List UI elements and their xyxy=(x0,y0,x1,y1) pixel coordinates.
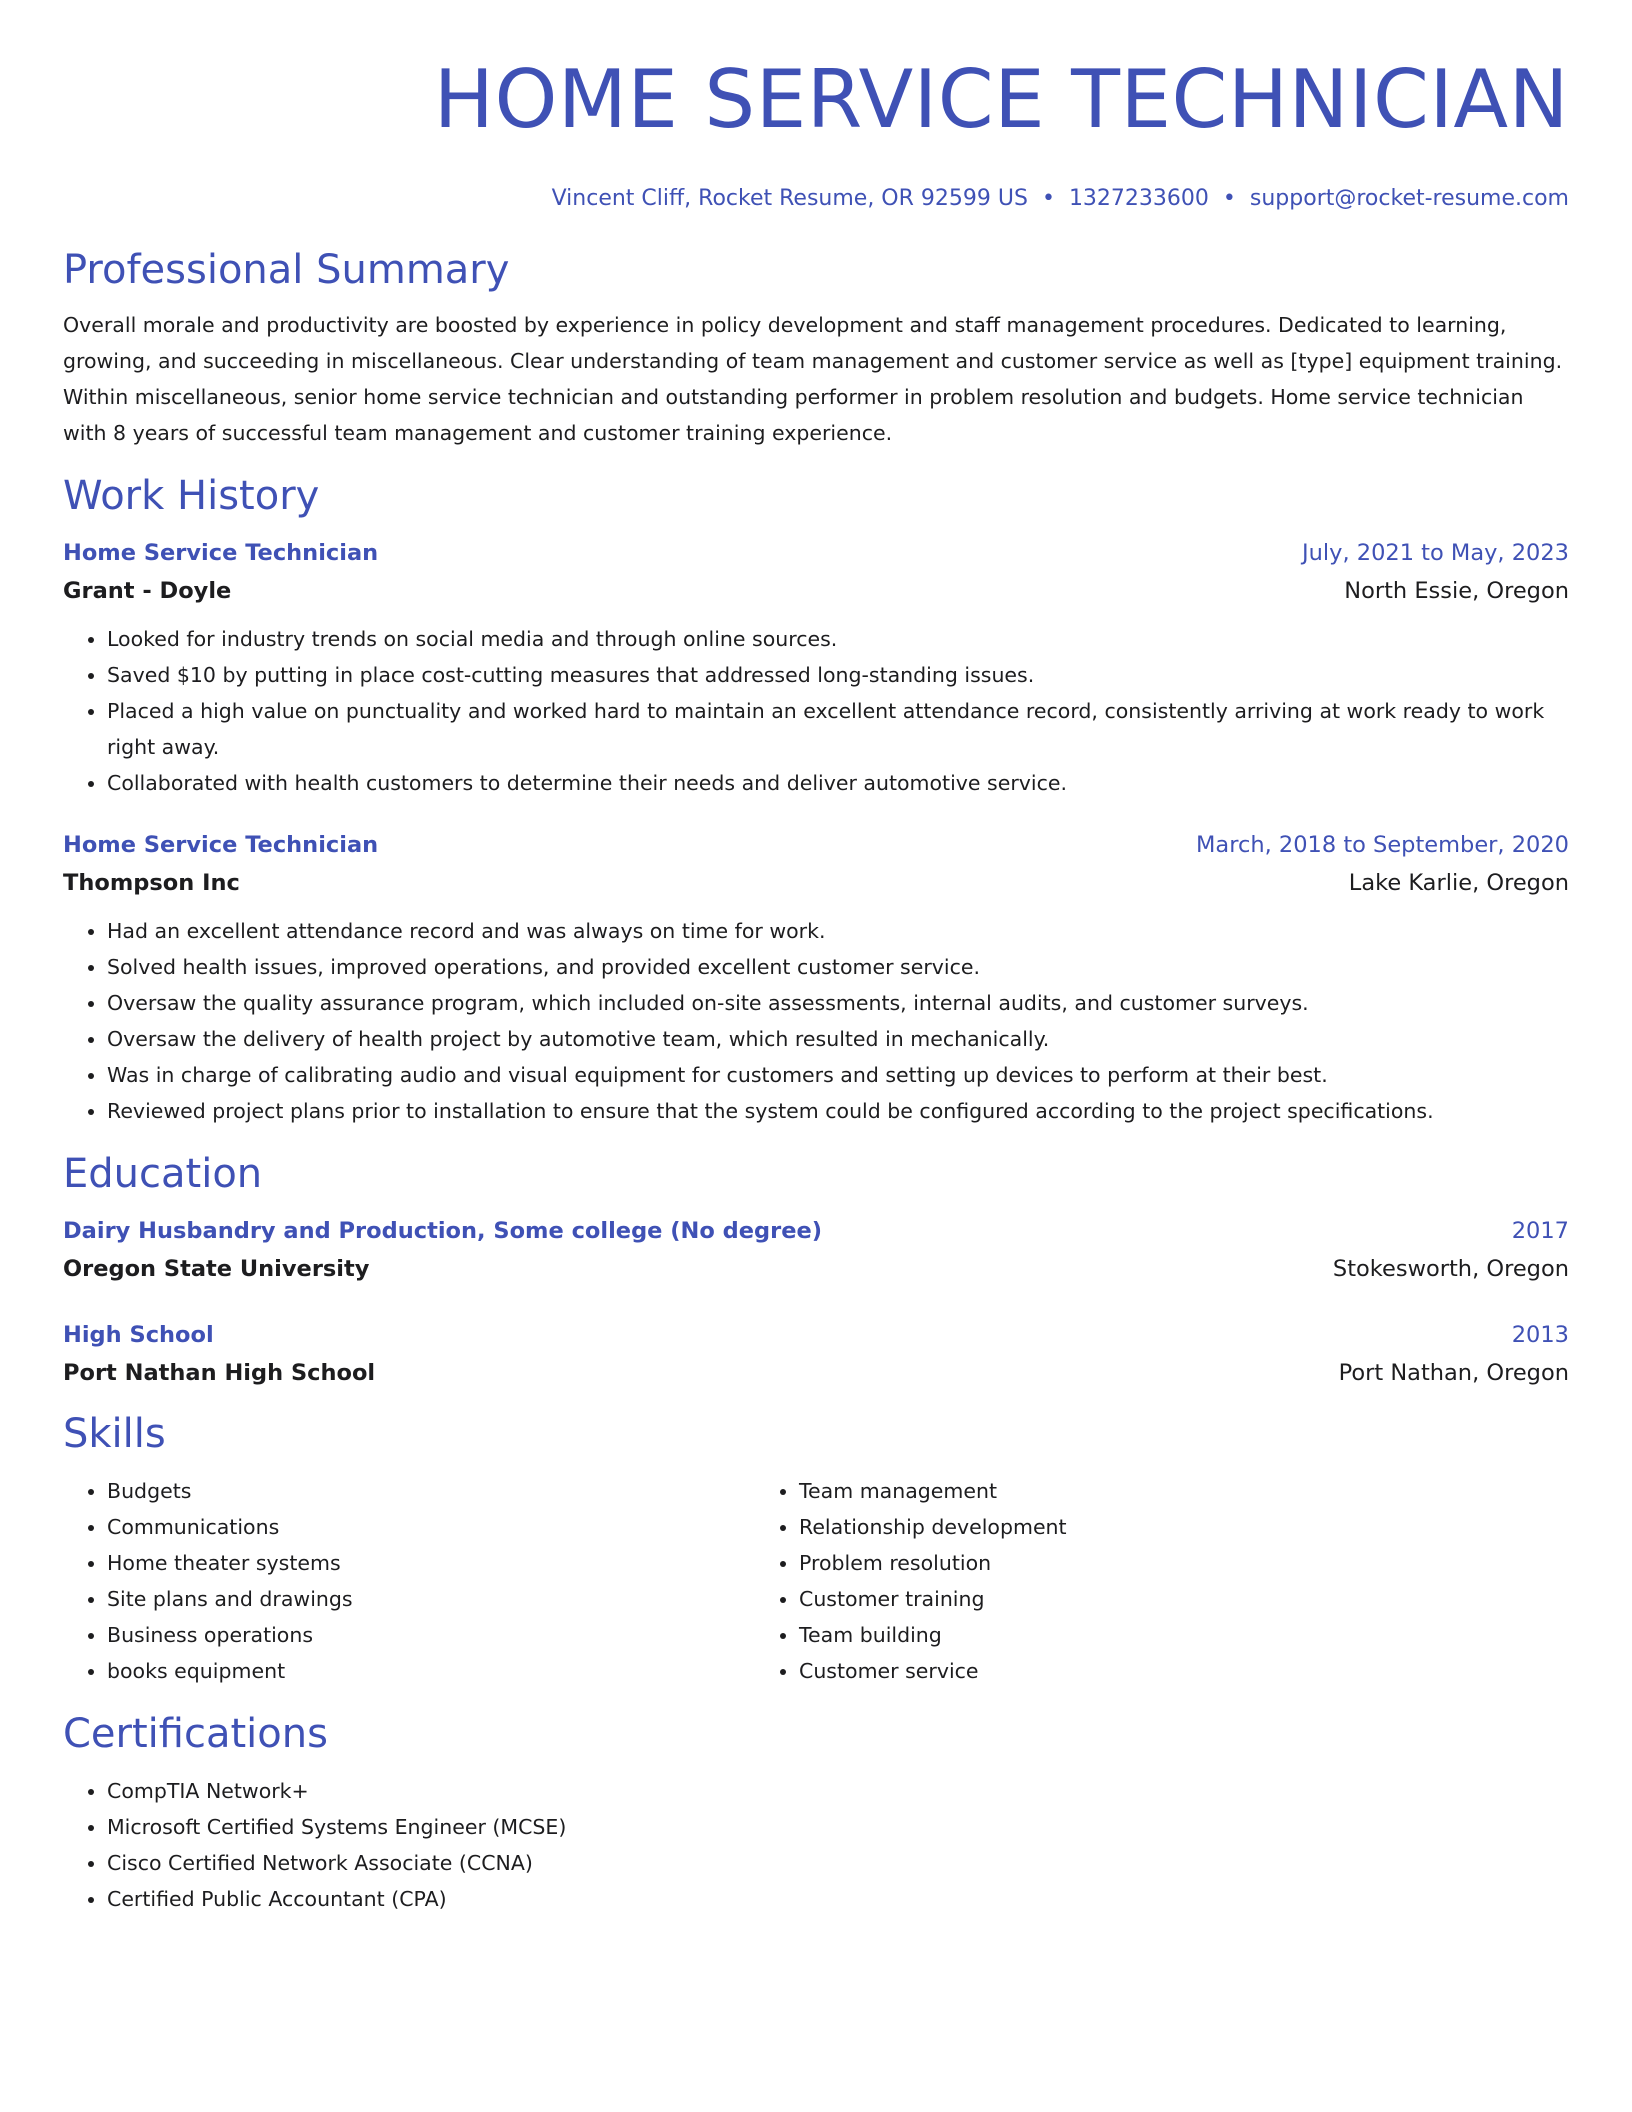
list-item: • CompTIA Network+ xyxy=(107,1773,1569,1809)
list-item: • Oversaw the delivery of health project by automotive team, which resulted in mechanically. xyxy=(107,1021,1569,1057)
list-item: • Team building xyxy=(799,1617,1067,1653)
job-company: Thompson Inc xyxy=(63,870,240,896)
job-entry xyxy=(63,537,1569,801)
summary-paragraph: Overall morale and productivity are boosted by experience in policy development and staff management procedures. Dedicated to learning, growing, and succeeding in miscellaneous. Clear understanding of team management and customer service as well as [type] equipment training. Within miscellaneous, senior home service technician and outstanding performer in problem resolution and budgets. Home service technician with 8 years of successful team management and customer training experience. xyxy=(63,313,1563,445)
skills-list-left xyxy=(63,1473,755,1689)
skills-columns xyxy=(63,1473,1569,1689)
list-item: • Relationship development xyxy=(799,1509,1067,1545)
list-item: • Looked for industry trends on social media and through online sources. xyxy=(107,621,1569,657)
list-item: • Certified Public Accountant (CPA) xyxy=(107,1881,1569,1917)
list-item: • Problem resolution xyxy=(799,1545,1067,1581)
list-item: • Placed a high value on punctuality and worked hard to maintain an excellent attendance record, consistently arriving at work ready to work right away. xyxy=(107,693,1569,765)
education-subheader xyxy=(63,1357,1569,1389)
list-item: • Team management xyxy=(799,1473,1067,1509)
job-subheader xyxy=(63,867,1569,899)
list-item: • Site plans and drawings xyxy=(107,1581,755,1617)
job-bullets xyxy=(63,621,1569,801)
list-item: • Microsoft Certified Systems Engineer (MCSE) xyxy=(107,1809,1569,1845)
job-bullets xyxy=(63,913,1569,1129)
education-subheader xyxy=(63,1253,1569,1285)
education-location: Stokesworth, Oregon xyxy=(1332,1256,1569,1282)
contact-email[interactable]: support@rocket-resume.com xyxy=(1249,186,1569,211)
skills-list-right xyxy=(755,1473,1067,1689)
job-header xyxy=(63,537,1569,569)
education-degree: High School xyxy=(63,1322,214,1348)
list-item: • Communications xyxy=(107,1509,755,1545)
job-dates: July, 2021 to May, 2023 xyxy=(1301,540,1569,566)
job-title: Home Service Technician xyxy=(63,832,379,858)
list-item: • Collaborated with health customers to determine their needs and deliver automotive service. xyxy=(107,765,1569,801)
job-dates: March, 2018 to September, 2020 xyxy=(1196,832,1569,858)
education-school: Port Nathan High School xyxy=(63,1360,376,1386)
certifications-list xyxy=(63,1773,1569,1917)
section-heading-work-history: Work History xyxy=(63,473,320,519)
list-item: • Solved health issues, improved operations, and provided excellent customer service. xyxy=(107,949,1569,985)
list-item: • Reviewed project plans prior to installation to ensure that the system could be configured according to the project specifications. xyxy=(107,1093,1569,1129)
section-heading-certifications: Certifications xyxy=(63,1711,328,1757)
job-header xyxy=(63,829,1569,861)
job-location: Lake Karlie, Oregon xyxy=(1348,870,1569,896)
page-title: HOME SERVICE TECHNICIAN xyxy=(433,53,1569,146)
list-item: • Was in charge of calibrating audio and visual equipment for customers and setting up devices to perform at their best. xyxy=(107,1057,1569,1093)
job-subheader xyxy=(63,575,1569,607)
list-item: • Cisco Certified Network Associate (CCNA) xyxy=(107,1845,1569,1881)
education-location: Port Nathan, Oregon xyxy=(1338,1360,1569,1386)
education-entry xyxy=(63,1319,1569,1389)
education-school: Oregon State University xyxy=(63,1256,370,1282)
section-heading-education: Education xyxy=(63,1151,263,1197)
separator-dot: • xyxy=(1222,186,1236,211)
section-heading-skills: Skills xyxy=(63,1411,166,1457)
list-item: • Oversaw the quality assurance program, which included on-site assessments, internal audits, and customer surveys. xyxy=(107,985,1569,1021)
list-item: • Customer training xyxy=(799,1581,1067,1617)
section-heading-summary: Professional Summary xyxy=(63,247,510,293)
job-entry xyxy=(63,829,1569,1129)
contact-address: Vincent Cliff, Rocket Resume, OR 92599 US xyxy=(551,186,1028,211)
list-item: • Customer service xyxy=(799,1653,1067,1689)
list-item: • books equipment xyxy=(107,1653,755,1689)
job-company: Grant - Doyle xyxy=(63,578,232,604)
separator-dot: • xyxy=(1041,186,1055,211)
contact-line xyxy=(63,184,1569,214)
list-item: • Saved $10 by putting in place cost-cutting measures that addressed long-standing issues. xyxy=(107,657,1569,693)
contact-phone: 1327233600 xyxy=(1068,186,1209,211)
education-entry xyxy=(63,1215,1569,1285)
list-item: • Budgets xyxy=(107,1473,755,1509)
list-item: • Home theater systems xyxy=(107,1545,755,1581)
list-item: • Had an excellent attendance record and was always on time for work. xyxy=(107,913,1569,949)
job-location: North Essie, Oregon xyxy=(1344,578,1569,604)
education-degree: Dairy Husbandry and Production, Some college (No degree) xyxy=(63,1218,823,1244)
education-header xyxy=(63,1319,1569,1351)
education-year: 2013 xyxy=(1511,1322,1569,1348)
education-year: 2017 xyxy=(1511,1218,1569,1244)
education-header xyxy=(63,1215,1569,1247)
list-item: • Business operations xyxy=(107,1617,755,1653)
job-title: Home Service Technician xyxy=(63,540,379,566)
